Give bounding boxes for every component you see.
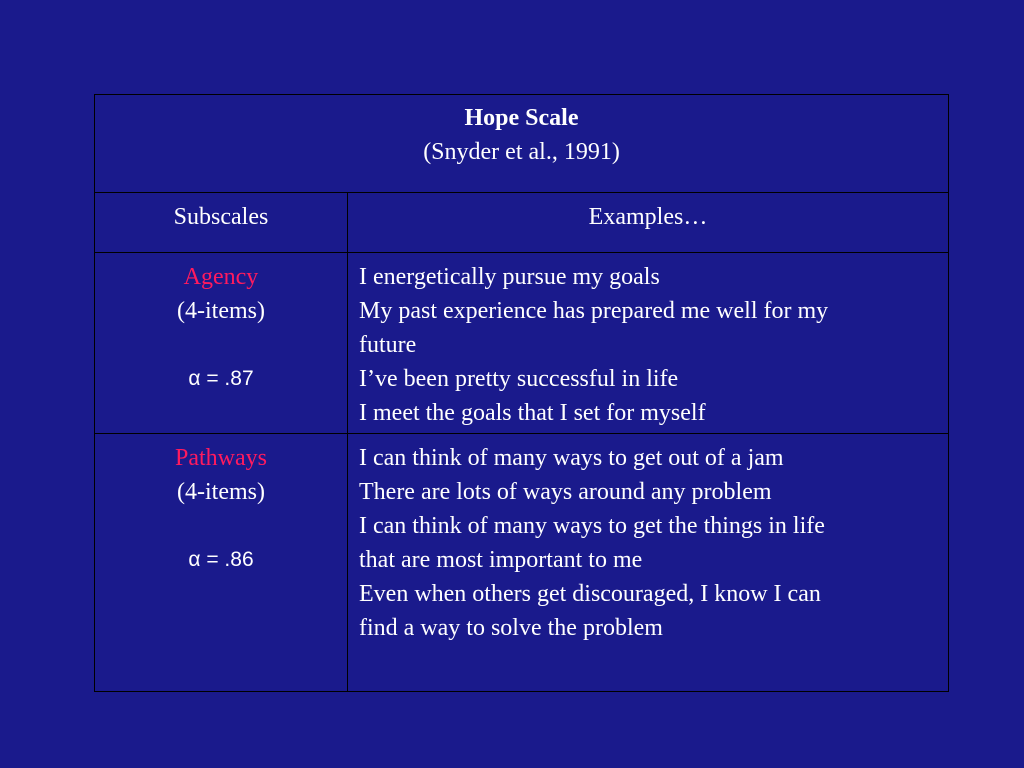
example-line: My past experience has prepared me well for my [359,298,829,324]
table-row [95,253,949,434]
subscale-item-count: (4-items) [177,479,265,505]
table-title: Hope Scale [464,105,579,131]
example-line: that are most important to me [359,547,643,573]
subscale-alpha: α = .87 [188,367,254,390]
example-line: There are lots of ways around any problem [359,479,772,505]
subscale-item-count: (4-items) [177,298,265,324]
spacer [95,509,347,543]
examples-cell-agency [348,253,949,434]
table-row [95,434,949,692]
examples-cell-pathways [348,434,949,692]
example-line: I’ve been pretty successful in life [359,366,679,392]
example-line: find a way to solve the problem [359,615,663,641]
example-line: future [359,332,417,358]
subscale-name: Pathways [175,445,267,471]
example-line: I can think of many ways to get the things in life [359,513,825,539]
subscale-cell-pathways [95,434,348,692]
hope-scale-table [94,94,949,692]
example-line: I can think of many ways to get out of a jam [359,445,784,471]
subscale-name: Agency [183,264,259,290]
table-citation: (Snyder et al., 1991) [423,139,620,165]
table-header-row [95,193,949,253]
spacer [95,328,347,362]
subscale-cell-agency [95,253,348,434]
example-line: I meet the goals that I set for myself [359,400,706,426]
header-subscales: Subscales [95,193,348,253]
subscale-alpha: α = .86 [188,548,254,571]
header-examples: Examples… [348,193,949,253]
table-title-cell [95,95,949,193]
example-line: Even when others get discouraged, I know I can [359,581,821,607]
table-title-row [95,95,949,193]
example-line: I energetically pursue my goals [359,264,660,290]
